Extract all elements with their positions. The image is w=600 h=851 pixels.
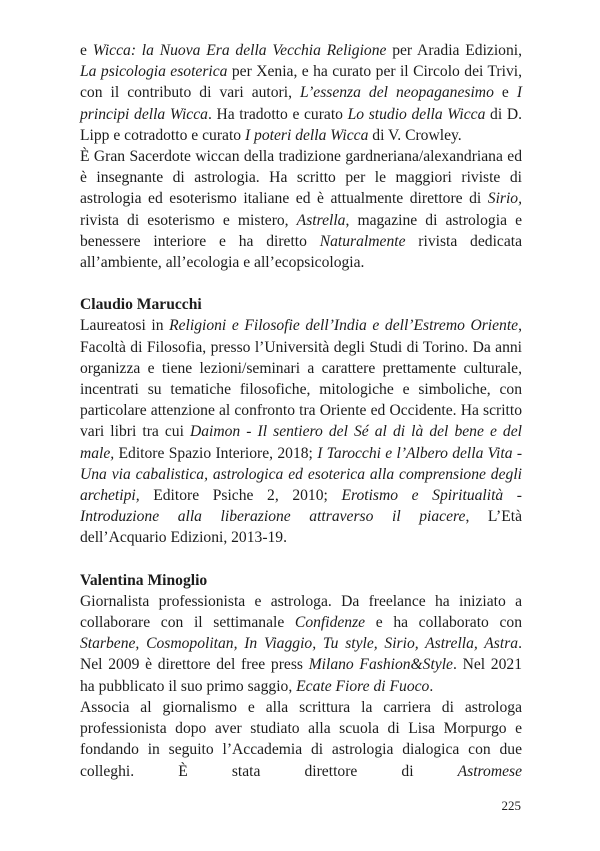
italic-title: Starbene, Cosmopolitan, In Viaggio, Tu style, Sirio, Astrella, Astra [80, 635, 519, 653]
author-heading-claudio-marucchi: Claudio Marucchi [80, 296, 202, 314]
italic-title: Daimon - Il sentiero del Sé al di là del bene e del male, [80, 423, 522, 462]
text-run: di V. Crowley. [368, 126, 462, 144]
page-number: 225 [501, 798, 521, 813]
bio-paragraph-1 [80, 40, 522, 146]
bio-paragraph-5 [80, 697, 522, 782]
text-run: Giornalista professionista e astrologa. Da freelance ha iniziato a collaborare con il settimanale [80, 592, 522, 632]
text-run: rivista dedicata all’ambiente, all’ecologia e all’ecopsicologia. [80, 232, 523, 272]
text-run: rivista di esoterismo e mistero, [80, 211, 297, 229]
text-run: e ha collaborato con [365, 614, 522, 632]
text-run: . [429, 677, 434, 695]
author-heading-valentina-minoglio: Valentina Minoglio [80, 571, 208, 589]
text-run: Editore Psiche 2, 2010; [139, 487, 342, 505]
italic-title: I poteri della Wicca [244, 126, 369, 144]
text-run: È Gran Sacerdote wiccan della tradizione gardneriana/alexandriana ed è insegnante di astrologia. Ha scritto per le maggiori riviste di astrologia ed esoterismo italiane ed è attualmente direttore di [80, 148, 522, 208]
italic-title: Milano Fashion&Style [308, 656, 453, 674]
text-run: , Facoltà di Filosofia, presso l’Università degli Studi di Torino. Da anni organizza e tiene lezioni/seminari a carattere prettamente culturale, incentrati su tematiche filosofiche, mitologiche e simboliche, con particolare attenzione al confronto tra Oriente ed Occidente. Ha scritto vari libri tra cui [80, 317, 522, 441]
italic-title: Naturalmente [319, 232, 406, 250]
text-run: di D. Lipp e cotradotto e curato [80, 105, 522, 144]
text-run: Laureatosi in [80, 317, 170, 335]
bio-paragraph-4 [80, 591, 522, 697]
bio-paragraph-2 [80, 146, 522, 273]
text-run: e [493, 84, 517, 102]
text-run: , magazine di astrologia e benessere interiore e ha diretto [80, 211, 522, 250]
italic-title: La psicologia esoterica [80, 63, 228, 81]
section-gap [80, 549, 522, 570]
text-run: e [80, 42, 93, 59]
section-gap [80, 273, 522, 294]
italic-title: L’essenza del neopaganesimo [299, 84, 494, 102]
italic-title: Astromese [457, 762, 522, 780]
italic-title: Sirio, [487, 190, 522, 208]
italic-title: I principi della Wicca [80, 84, 523, 123]
italic-title: Lo studio della Wicca [347, 105, 486, 123]
italic-title: Astrella [296, 211, 346, 229]
italic-title: Confidenze [294, 614, 366, 632]
text-run: Associa al giornalismo e alla scrittura la carriera di astrologa professionista dopo aver studiato alla scuola di Lisa Morpurgo e fondando in seguito l’Accademia di astrologia dialogica con due colleghi. È stata direttore di [80, 698, 522, 780]
text-run: . Nel 2009 è direttore del free press [80, 635, 522, 674]
text-run: , L’Età dell’Acquario Edizioni, 2013-19. [80, 508, 522, 547]
italic-title: Wicca: la Nuova Era della Vecchia Religione [92, 42, 387, 59]
italic-title: Religioni e Filosofie dell’India e dell’Estremo Oriente [169, 317, 519, 335]
text-run: Editore Spazio Interiore, 2018; [114, 444, 318, 462]
text-run: per Xenia, e ha curato per il Circolo dei Trivi, con il contributo di vari autori, [80, 63, 522, 102]
bio-paragraph-3 [80, 315, 522, 548]
text-run: . Ha tradotto e curato [207, 105, 348, 123]
italic-title: I Tarocchi e l’Albero della Vita - Una via cabalistica, astrologica ed esoterica alla comprensione degli archetipi, [80, 444, 523, 505]
text-run: . Nel 2021 ha pubblicato il suo primo saggio, [80, 656, 522, 695]
italic-title: Erotismo e Spiritualità - Introduzione alla liberazione attraverso il piacere [80, 487, 522, 526]
text-column [80, 40, 522, 782]
text-run: per Aradia Edizioni, [386, 42, 523, 59]
italic-title: Ecate Fiore di Fuoco [296, 677, 430, 695]
